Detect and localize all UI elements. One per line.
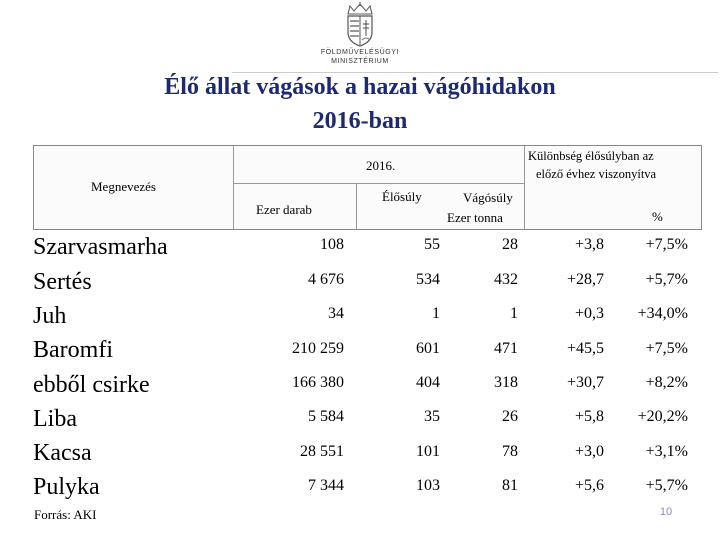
header-year: 2016. bbox=[366, 158, 396, 173]
cell-vagosuly: 78 bbox=[502, 443, 518, 460]
header-divider-v3 bbox=[524, 146, 525, 229]
header-ezer-darab: Ezer darab bbox=[256, 202, 312, 217]
cell-ezer-darab: 28 551 bbox=[300, 443, 344, 460]
header-percent: % bbox=[652, 209, 663, 224]
cell-elosuly: 601 bbox=[416, 340, 440, 357]
cell-ezer-darab: 4 676 bbox=[308, 271, 344, 288]
page-subtitle: 2016-ban bbox=[312, 108, 408, 134]
cell-kulonbseg: +5,8 bbox=[574, 408, 604, 425]
cell-szazalek: +8,2% bbox=[645, 374, 688, 391]
cell-elosuly: 1 bbox=[432, 305, 440, 322]
header-kulonbseg-line1: Különbség élősúlyban az bbox=[528, 149, 654, 163]
logo-text-line1: FÖLDMŰVELÉSÜGYI bbox=[320, 49, 400, 56]
row-label: Kacsa bbox=[33, 440, 92, 466]
cell-elosuly: 35 bbox=[424, 408, 440, 425]
header-divider-v1 bbox=[233, 146, 234, 229]
row-label: Sertés bbox=[33, 269, 92, 295]
cell-szazalek: +3,1% bbox=[645, 443, 688, 460]
header-elosuly: Élősúly bbox=[382, 189, 422, 204]
cell-szazalek: +7,5% bbox=[645, 340, 688, 357]
page-title: Élő állat vágások a hazai vágóhidakon bbox=[164, 74, 556, 100]
ministry-logo bbox=[318, 2, 402, 72]
cell-ezer-darab: 7 344 bbox=[308, 477, 344, 494]
cell-szazalek: +7,5% bbox=[645, 236, 688, 253]
row-label: Pulyka bbox=[33, 474, 100, 500]
cell-kulonbseg: +0,3 bbox=[574, 305, 604, 322]
cell-vagosuly: 318 bbox=[494, 374, 518, 391]
cell-szazalek: +5,7% bbox=[645, 477, 688, 494]
cell-vagosuly: 26 bbox=[502, 408, 518, 425]
cell-kulonbseg: +45,5 bbox=[566, 340, 604, 357]
cell-kulonbseg: +3,0 bbox=[574, 443, 604, 460]
cell-elosuly: 101 bbox=[416, 443, 440, 460]
source-note: Forrás: AKI bbox=[34, 507, 97, 522]
cell-vagosuly: 432 bbox=[494, 271, 518, 288]
cell-vagosuly: 81 bbox=[502, 477, 518, 494]
page-number: 10 bbox=[659, 506, 673, 518]
cell-vagosuly: 471 bbox=[494, 340, 518, 357]
coat-of-arms-icon bbox=[340, 2, 380, 48]
logo-text-line2: MINISZTÉRIUM bbox=[331, 58, 389, 65]
header-megnevezes: Megnevezés bbox=[91, 179, 156, 194]
cell-ezer-darab: 166 380 bbox=[292, 374, 344, 391]
cell-szazalek: +20,2% bbox=[637, 408, 688, 425]
header-ezer-tonna: Ezer tonna bbox=[447, 210, 503, 225]
cell-elosuly: 55 bbox=[424, 236, 440, 253]
header-kulonbseg-line2: előző évhez viszonyítva bbox=[536, 167, 657, 181]
cell-kulonbseg: +30,7 bbox=[566, 374, 604, 391]
header-divider-v2 bbox=[356, 183, 357, 229]
cell-kulonbseg: +3,8 bbox=[574, 236, 604, 253]
cell-vagosuly: 1 bbox=[510, 305, 518, 322]
cell-kulonbseg: +28,7 bbox=[566, 271, 604, 288]
cell-elosuly: 103 bbox=[416, 477, 440, 494]
cell-elosuly: 534 bbox=[416, 271, 440, 288]
row-label: Szarvasmarha bbox=[33, 234, 168, 260]
cell-ezer-darab: 34 bbox=[328, 305, 344, 322]
header-divider-h1 bbox=[233, 183, 524, 184]
row-label: Liba bbox=[33, 406, 77, 432]
cell-kulonbseg: +5,6 bbox=[574, 477, 604, 494]
header-divider bbox=[232, 72, 718, 73]
cell-ezer-darab: 5 584 bbox=[308, 408, 344, 425]
cell-szazalek: +5,7% bbox=[645, 271, 688, 288]
row-label: ebből csirke bbox=[33, 372, 150, 398]
row-label: Juh bbox=[33, 303, 67, 329]
cell-ezer-darab: 108 bbox=[320, 236, 344, 253]
row-label: Baromfi bbox=[33, 337, 113, 363]
cell-elosuly: 404 bbox=[416, 374, 440, 391]
cell-szazalek: +34,0% bbox=[637, 305, 688, 322]
header-vagosuly: Vágósúly bbox=[463, 190, 513, 205]
cell-vagosuly: 28 bbox=[502, 236, 518, 253]
cell-ezer-darab: 210 259 bbox=[292, 340, 344, 357]
